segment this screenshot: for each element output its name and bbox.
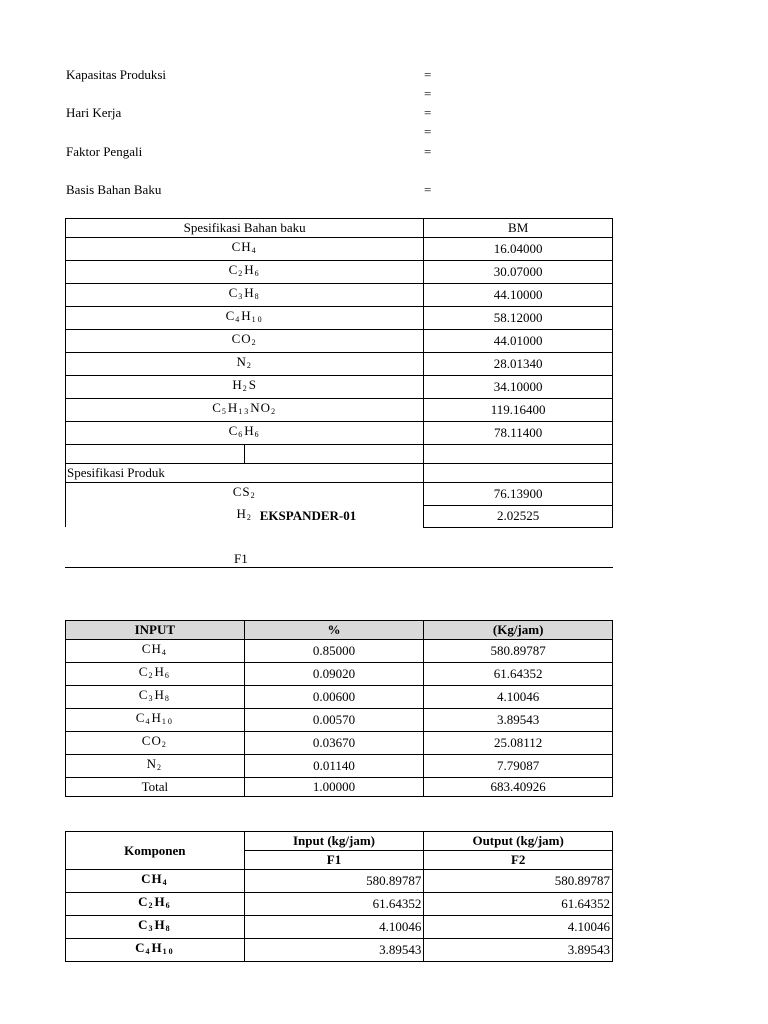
formula-symbol: C: [212, 400, 222, 415]
input-kg: 7.79087: [424, 755, 613, 778]
field-equals: =: [424, 124, 432, 139]
formula-subscript: 3: [148, 924, 155, 933]
material-bm: 58.12000: [424, 307, 613, 330]
input-percent: 0.00570: [244, 709, 424, 732]
field-equals: =: [424, 182, 432, 197]
table-row: [66, 353, 613, 376]
input-header-percent: %: [244, 621, 424, 640]
formula-symbol: H: [244, 423, 255, 438]
table-row: [66, 686, 613, 709]
formula-symbol: H: [154, 687, 165, 702]
formula-symbol: H: [154, 664, 165, 679]
formula-subscript: 2: [238, 269, 245, 278]
balance-input-value: 3.89543: [244, 939, 424, 962]
balance-header-input: Input (kg/jam): [244, 832, 424, 851]
formula-symbol: CO: [141, 733, 162, 748]
input-component: [66, 755, 245, 778]
material-formula: [66, 422, 424, 445]
formula-symbol: N: [236, 354, 247, 369]
formula-symbol: H: [151, 940, 163, 955]
empty-row: [66, 445, 613, 464]
material-bm: 44.01000: [424, 330, 613, 353]
balance-sub-output: F2: [424, 851, 613, 870]
input-component: [66, 640, 245, 663]
formula-symbol: H: [151, 710, 162, 725]
formula-symbol: H: [227, 400, 239, 415]
section-title: EKSPANDER-01: [259, 508, 357, 523]
formula-symbol: C: [228, 285, 239, 300]
stream-line-left: [65, 567, 189, 568]
balance-input-value: 4.10046: [244, 916, 424, 939]
product-bm: 76.13900: [424, 483, 613, 506]
formula-subscript: 2: [271, 407, 278, 416]
formula-subscript: 10: [161, 717, 174, 726]
field-equals: =: [424, 144, 432, 159]
formula-subscript: 4: [161, 648, 168, 657]
stream-line-right: [189, 567, 613, 568]
formula-symbol: CS: [232, 484, 251, 499]
balance-input-value: 61.64352: [244, 893, 424, 916]
table-row: [66, 464, 613, 483]
balance-output-value: 580.89787: [424, 870, 613, 893]
empty-cell: [244, 445, 424, 464]
spec-header-bm: BM: [424, 219, 613, 238]
material-formula: [66, 238, 424, 261]
table-row: [66, 732, 613, 755]
formula-symbol: H: [244, 262, 255, 277]
material-formula: [66, 399, 424, 422]
formula-subscript: 10: [162, 947, 175, 956]
formula-symbol: C: [135, 940, 146, 955]
formula-subscript: 4: [251, 246, 258, 255]
empty-cell: [424, 464, 613, 483]
formula-symbol: S: [248, 377, 257, 392]
field-label: Faktor Pengali: [66, 144, 143, 159]
field-equals: =: [424, 86, 432, 101]
formula-subscript: 8: [165, 924, 172, 933]
material-formula: [66, 330, 424, 353]
balance-output-value: 61.64352: [424, 893, 613, 916]
formula-subscript: 6: [238, 430, 245, 439]
input-component: [66, 732, 245, 755]
input-kg: 580.89787: [424, 640, 613, 663]
formula-symbol: H: [241, 239, 252, 254]
table-row: [66, 663, 613, 686]
input-percent: 0.01140: [244, 755, 424, 778]
table-row: [66, 284, 613, 307]
formula-subscript: 6: [164, 671, 171, 680]
formula-subscript: 2: [148, 901, 155, 910]
balance-header-output: Output (kg/jam): [424, 832, 613, 851]
formula-subscript: 6: [254, 269, 261, 278]
material-formula: [66, 307, 424, 330]
material-bm: 78.11400: [424, 422, 613, 445]
table-row: [66, 640, 613, 663]
formula-subscript: 6: [254, 430, 261, 439]
material-formula: [66, 376, 424, 399]
formula-subscript: 2: [246, 513, 253, 522]
input-component: [66, 709, 245, 732]
formula-subscript: 3: [148, 694, 155, 703]
material-formula: [66, 284, 424, 307]
product-formula: [66, 483, 424, 506]
formula-symbol: NO: [250, 400, 272, 415]
formula-symbol: C: [135, 710, 146, 725]
total-row: [66, 778, 613, 797]
input-percent: 0.00600: [244, 686, 424, 709]
formula-subscript: 5: [221, 407, 228, 416]
table-row: [66, 483, 613, 506]
total-percent: 1.00000: [244, 778, 424, 797]
input-kg: 3.89543: [424, 709, 613, 732]
input-table: [65, 620, 613, 797]
balance-component: [66, 916, 245, 939]
input-percent: 0.03670: [244, 732, 424, 755]
formula-symbol: C: [138, 917, 149, 932]
spec-header-material: Spesifikasi Bahan baku: [66, 219, 424, 238]
formula-symbol: C: [228, 262, 239, 277]
formula-subscript: 8: [164, 694, 171, 703]
formula-symbol: H: [241, 308, 252, 323]
input-component: [66, 663, 245, 686]
formula-symbol: C: [138, 894, 149, 909]
input-header-kg: (Kg/jam): [424, 621, 613, 640]
material-bm: 119.16400: [424, 399, 613, 422]
input-header-input: INPUT: [66, 621, 245, 640]
balance-table: [65, 831, 613, 962]
formula-subscript: 2: [246, 361, 253, 370]
formula-symbol: H: [232, 377, 243, 392]
total-label: Total: [66, 778, 245, 797]
table-row: [66, 330, 613, 353]
input-percent: 0.85000: [244, 640, 424, 663]
stream-label: F1: [234, 551, 248, 566]
material-bm: 16.04000: [424, 238, 613, 261]
material-bm: 30.07000: [424, 261, 613, 284]
formula-symbol: C: [225, 308, 236, 323]
material-formula: [66, 353, 424, 376]
balance-component: [66, 893, 245, 916]
formula-subscript: 2: [251, 338, 258, 347]
balance-header-komponen: Komponen: [66, 832, 245, 870]
input-kg: 25.08112: [424, 732, 613, 755]
formula-subscript: 2: [157, 763, 164, 772]
input-percent: 0.09020: [244, 663, 424, 686]
table-row: [66, 307, 613, 330]
formula-symbol: CH: [141, 641, 162, 656]
material-formula: [66, 261, 424, 284]
formula-symbol: N: [146, 756, 158, 771]
formula-subscript: 4: [145, 717, 152, 726]
balance-sub-input: F1: [244, 851, 424, 870]
formula-symbol: H: [244, 285, 255, 300]
material-bm: 28.01340: [424, 353, 613, 376]
formula-subscript: 4: [162, 878, 169, 887]
field-label: Hari Kerja: [66, 105, 122, 120]
formula-symbol: C: [138, 687, 149, 702]
formula-subscript: 6: [165, 901, 172, 910]
balance-input-value: 580.89787: [244, 870, 424, 893]
table-row: [66, 422, 613, 445]
formula-subscript: 2: [148, 671, 155, 680]
formula-symbol: C: [228, 423, 239, 438]
field-equals: =: [424, 105, 432, 120]
field-label: Kapasitas Produksi: [66, 67, 167, 82]
formula-subscript: 2: [250, 491, 257, 500]
empty-cell: [424, 445, 613, 464]
formula-subscript: 2: [242, 384, 249, 393]
balance-output-value: 4.10046: [424, 916, 613, 939]
formula-subscript: 4: [145, 947, 152, 956]
input-kg: 61.64352: [424, 663, 613, 686]
table-row: [66, 939, 613, 962]
material-bm: 44.10000: [424, 284, 613, 307]
table-row: [66, 755, 613, 778]
balance-component: [66, 870, 245, 893]
material-bm: 34.10000: [424, 376, 613, 399]
input-kg: 4.10046: [424, 686, 613, 709]
product-label: Spesifikasi Produk: [66, 464, 424, 483]
formula-symbol: C: [231, 239, 242, 254]
table-row: [66, 399, 613, 422]
field-label: Basis Bahan Baku: [66, 182, 162, 197]
table-row: [66, 238, 613, 261]
balance-output-value: 3.89543: [424, 939, 613, 962]
table-row: [66, 916, 613, 939]
formula-symbol: H: [154, 894, 166, 909]
empty-cell: [66, 445, 245, 464]
spec-table: [65, 218, 613, 528]
table-row: [66, 870, 613, 893]
formula-symbol: H: [236, 506, 247, 521]
formula-subscript: 3: [238, 292, 245, 301]
balance-component: [66, 939, 245, 962]
formula-subscript: 8: [254, 292, 261, 301]
table-row: [66, 709, 613, 732]
formula-symbol: CH: [141, 871, 163, 886]
formula-symbol: C: [138, 664, 149, 679]
table-row: [66, 261, 613, 284]
total-kg: 683.40926: [424, 778, 613, 797]
formula-subscript: 10: [251, 315, 264, 324]
field-equals: =: [424, 67, 432, 82]
formula-subscript: 2: [161, 740, 168, 749]
input-component: [66, 686, 245, 709]
product-bm: 2.02525: [424, 505, 613, 527]
formula-symbol: CO: [231, 331, 252, 346]
formula-symbol: H: [154, 917, 166, 932]
table-row: [66, 376, 613, 399]
formula-subscript: 13: [238, 407, 251, 416]
table-row: [66, 893, 613, 916]
formula-subscript: 4: [235, 315, 242, 324]
